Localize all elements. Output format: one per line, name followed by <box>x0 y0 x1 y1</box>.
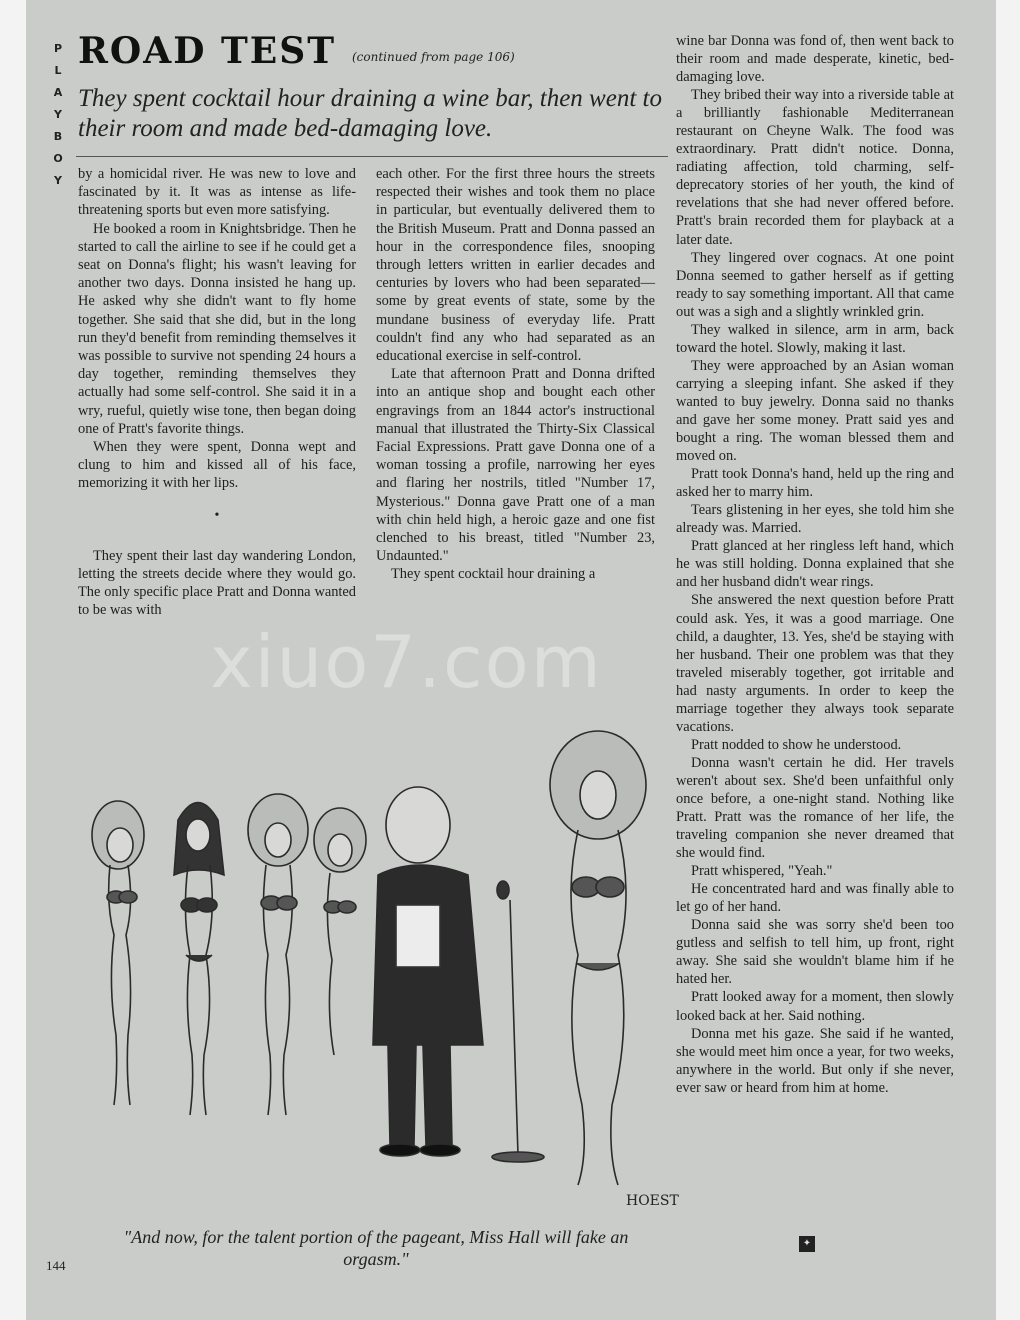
watermark: xiuo7.com <box>210 620 603 704</box>
contestant-figure <box>248 794 308 1115</box>
paragraph: Tears glistening in her eyes, she told him she already was. Married. <box>676 502 954 537</box>
article-header <box>78 30 336 72</box>
contestant-figure <box>174 803 224 1116</box>
sidebar-letter: O <box>53 152 63 165</box>
pull-quote: They spent cocktail hour draining a wine bar, then went to their room and made bed-damaging love. <box>78 85 662 142</box>
paragraph: wine bar Donna was fond of, then went back to their room and made desperate, kinetic, bed-damaging love. <box>676 33 954 86</box>
divider <box>76 156 668 157</box>
cartoon-illustration <box>78 705 679 1225</box>
paragraph: She answered the next question before Pratt could ask. Yes, it was a good marriage. One child, a daughter, 13. Yes, she'd be staying with her husband. Their one problem was that they traveled miserably together, got irritable and had nasty arguments. In order to keep the marriage together they always took separate vacations. <box>676 592 954 735</box>
paragraph: by a homicidal river. He was new to love and fascinated by it. It was as intense as life-threatening sports but even more satisfying. <box>78 166 356 219</box>
section-break-bullet: • <box>214 507 220 523</box>
cartoon-caption: "And now, for the talent portion of the pageant, Miss Hall will fake an orgasm." <box>123 1227 629 1269</box>
magazine-sidebar-logo <box>46 38 70 192</box>
paragraph: Late that afternoon Pratt and Donna drifted into an antique shop and bought each other engravings from an 1844 actor's instructional manual that illustrated the Thirty-Six Classical Facial Expressions. Pratt gave Donna one of a woman tossing a profile, narrowing her eyes and flaring her nostrils, titled "Number 17, Mysterious." Donna gave Pratt one of a man with chin held high, a heroic gaze and one fist clenched to his breast, titled "Number 23, Undaunted." <box>376 366 655 565</box>
paragraph: They spent cocktail hour draining a <box>391 566 596 583</box>
sidebar-letter: P <box>53 42 63 55</box>
text-column-3 <box>676 32 954 1097</box>
paragraph: Donna said she was sorry she'd been too gutless and selfish to tell him, up front, right away. She said she wouldn't blame him if he hated her. <box>676 917 954 988</box>
miss-hall-figure <box>550 731 646 1185</box>
sidebar-letter: A <box>53 86 63 99</box>
emcee-figure <box>373 787 483 1156</box>
magazine-page <box>26 0 996 1320</box>
paragraph: They bribed their way into a riverside table at a brilliantly fashionable Mediterranean restaurant on Cheyne Walk. The food was extraordinary. Pratt didn't notice. Donna, radiating affection, told charming, self-deprecatory stories of her youth, the kind of revelations that she had never offered before. Pratt's brain recorded them for playback at a later date. <box>676 87 954 248</box>
sidebar-letter: B <box>53 130 63 143</box>
page-number: 144 <box>46 1258 66 1273</box>
microphone-stand <box>492 881 544 1162</box>
paragraph: Pratt glanced at her ringless left hand, which he was still holding. Donna explained that she and her husband didn't wear rings. <box>676 538 954 591</box>
paragraph: They were approached by an Asian woman carrying a sleeping infant. She asked if they wanted to buy jewelry. Donna said no thanks and gave her some money. Pratt said yes and bought a ring. The woman blessed them and moved on. <box>676 357 954 465</box>
text-column-1 <box>78 165 356 620</box>
paragraph: When they were spent, Donna wept and clung to him and kissed all of his face, memorizing it with her lips. <box>78 439 356 492</box>
text-column-2 <box>376 165 655 584</box>
contestant-figure <box>92 801 144 1105</box>
sidebar-letter: Y <box>54 108 62 121</box>
paragraph: Pratt took Donna's hand, held up the ring and asked her to marry him. <box>676 466 954 501</box>
paragraph: They lingered over cognacs. At one point Donna seemed to gather herself as if getting ready to say something important. All that came out was a sigh and a slightly wrinkled grin. <box>676 249 954 320</box>
sidebar-letter: L <box>54 64 62 77</box>
paragraph: Pratt looked away for a moment, then slowly looked back at her. Said nothing. <box>676 989 954 1024</box>
paragraph: He booked a room in Knightsbridge. Then he started to call the airline to see if he could get a seat on Donna's flight; his wasn't leaving for another two days. Donna insisted he hang up. He asked why she didn't want to fly home together. She said that she did, but in the long run they'd benefit from reminding themselves it was possible to survive not spending 24 hours a day together, reminding themselves they actually had some self-control. She said it in a wry, rueful, quietly wise tone, then began doing one of Pratt's favorite things. <box>78 220 356 437</box>
rabbit-head-icon: ✦ <box>799 1236 815 1252</box>
paragraph: Pratt nodded to show he understood. <box>691 736 902 753</box>
contestant-figure <box>314 808 366 1055</box>
paragraph: Donna met his gaze. She said if he wanted, she would meet him once a year, for two weeks, anywhere in the world. But only if she never, ever saw or heard from him at home. <box>676 1025 954 1096</box>
paragraph: Donna wasn't certain he did. Her travels weren't about sex. She'd been unfaithful only once before, a one-night stand. Nothing like Pratt. Pratt was the romance of her life, the traveling companion she never dreamed that she would find. <box>676 754 954 862</box>
section-title: ROAD TEST <box>78 30 336 72</box>
paragraph: Pratt whispered, "Yeah." <box>691 863 833 880</box>
paragraph: They walked in silence, arm in arm, back toward the hotel. Slowly, making it last. <box>676 321 954 356</box>
sidebar-letter: Y <box>54 174 62 187</box>
paragraph: each other. For the first three hours the streets respected their wishes and took them no place in particular, but eventually delivered them to the British Museum. Pratt and Donna passed an hour in the correspondence files, snooping through letters written in earlier decades and centuries by lovers who had been separated—some by great events of state, some by the mundane business of everyday life. Pratt couldn't find any who had separated as an educational exercise in self-control. <box>376 166 655 365</box>
artist-signature: HOEST <box>626 1193 679 1209</box>
paragraph: He concentrated hard and was finally able to let go of her hand. <box>676 881 954 916</box>
paragraph: They spent their last day wandering London, letting the streets decide where they would go. The only specific place Pratt and Donna wanted to be was with <box>78 547 356 619</box>
continued-note: (continued from page 106) <box>352 50 515 64</box>
